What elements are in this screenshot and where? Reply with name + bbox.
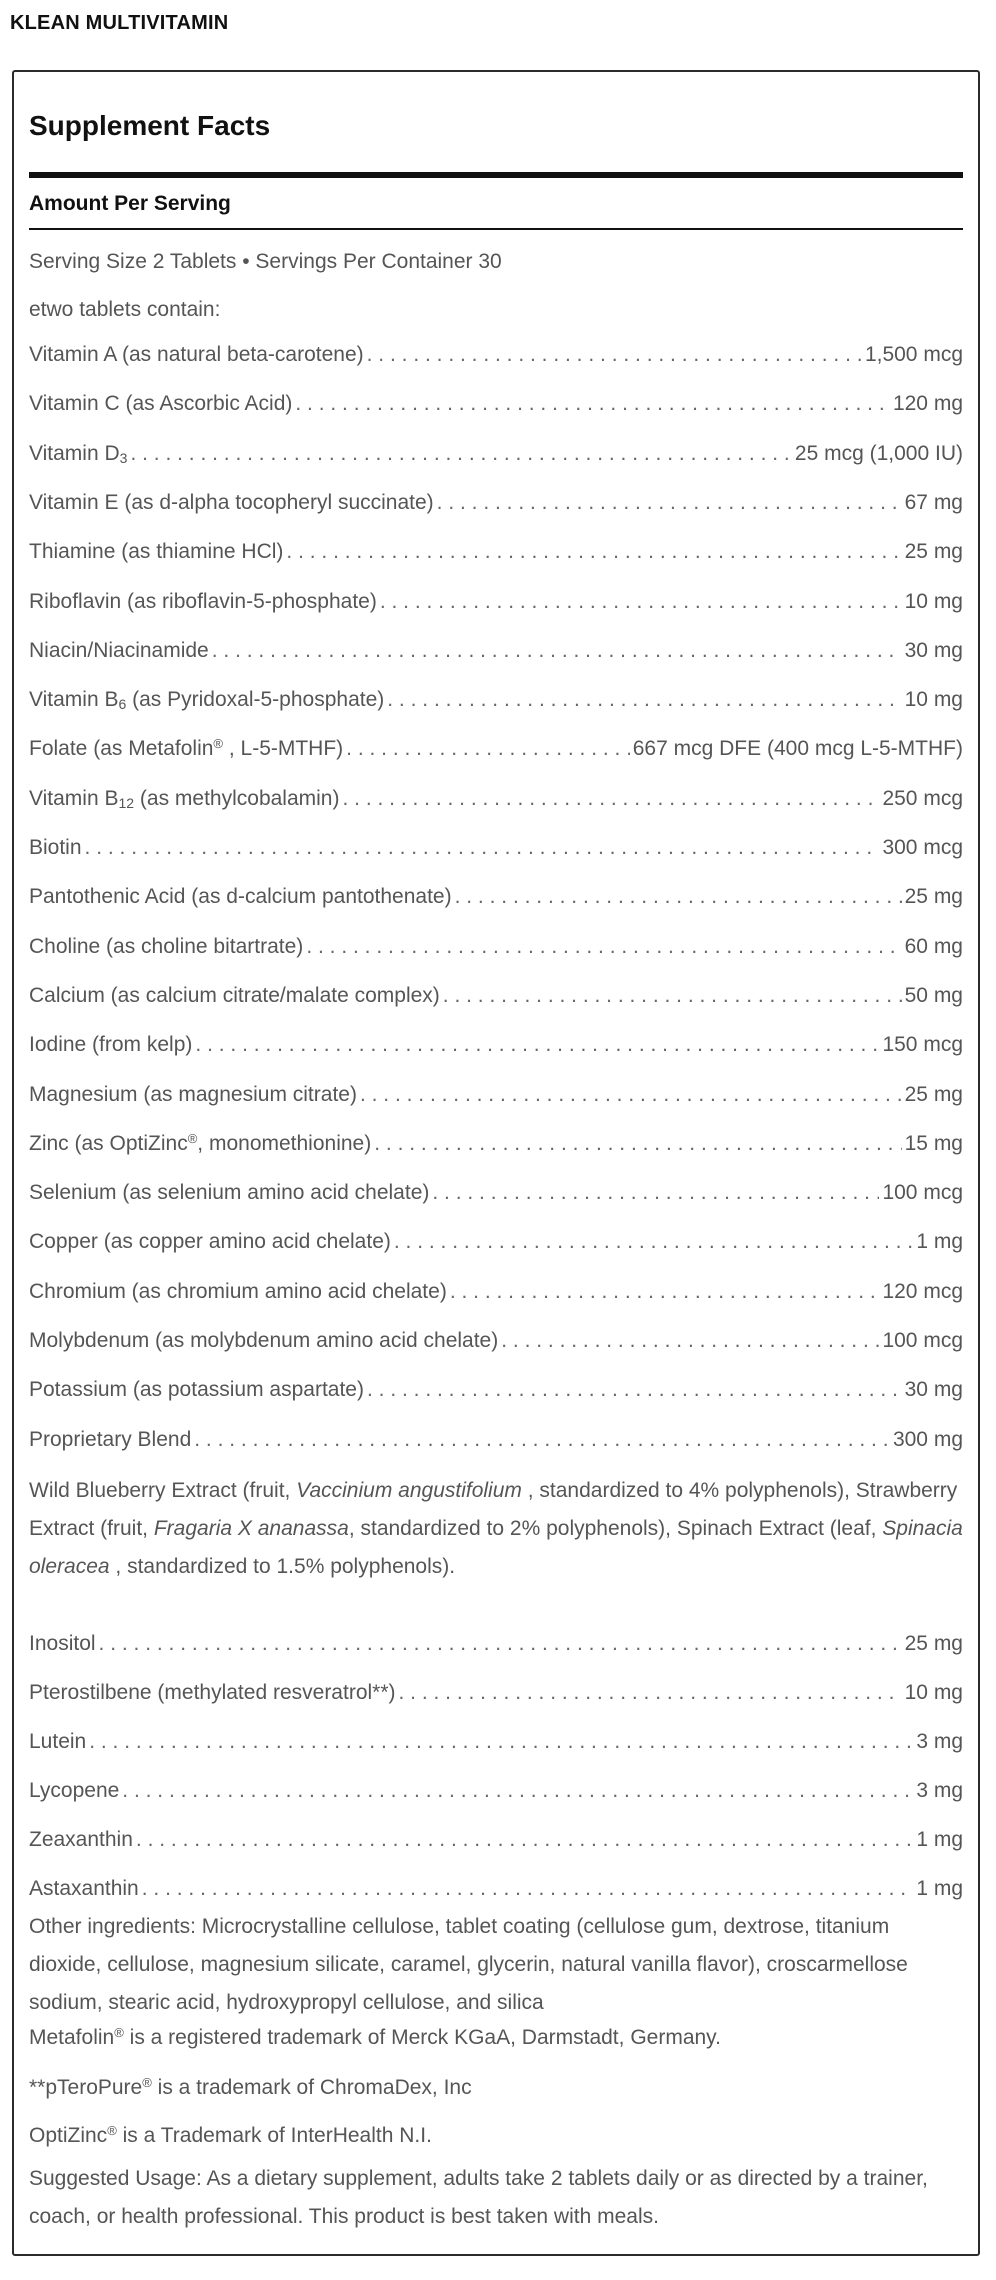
facts-title: Supplement Facts (29, 110, 271, 141)
nutrient-row (29, 1230, 963, 1260)
nutrient-subscript: 6 (118, 696, 127, 713)
dot-leader (394, 1230, 913, 1254)
trademark-name: OptiZinc (29, 2124, 108, 2147)
nutrient-row (29, 984, 963, 1014)
nutrient-name-text: Vitamin B (29, 688, 119, 712)
dot-leader (142, 1877, 914, 1901)
registered-mark: ® (142, 2075, 152, 2090)
nutrient-amount: 120 mg (892, 392, 963, 416)
nutrient-name (29, 1877, 139, 1901)
nutrient-amount: 30 mg (904, 638, 963, 662)
nutrient-row (29, 1083, 963, 1113)
nutrient-name-text: Iodine (from kelp) (29, 1033, 193, 1057)
trademark-text: is a registered trademark of Merck KGaA, Darmstadt, Germany. (123, 2026, 721, 2049)
nutrient-amount: 25 mg (904, 885, 963, 909)
blend-latin-name: Spinacia oleracea (29, 1517, 963, 1578)
nutrient-name (29, 737, 343, 761)
nutrient-name (29, 1378, 364, 1402)
dot-leader (89, 1730, 913, 1754)
nutrient-name-text: Zeaxanthin (29, 1828, 133, 1851)
nutrient-name (29, 392, 292, 416)
nutrient-row (29, 1828, 963, 1858)
nutrient-row (29, 787, 963, 817)
nutrient-amount: 25 mg (904, 1082, 963, 1106)
nutrient-name (29, 1681, 396, 1705)
nutrient-subscript: 12 (118, 794, 135, 811)
nutrient-name (29, 836, 82, 860)
dot-leader (194, 1428, 890, 1452)
nutrient-row (29, 1681, 963, 1711)
dot-leader (437, 491, 902, 515)
nutrient-name-text: Vitamin E (as d-alpha tocopheryl succinate) (29, 490, 434, 514)
nutrient-name-text: Choline (as choline bitartrate) (29, 934, 304, 958)
trademark-text: is a Trademark of InterHealth N.I. (116, 2124, 432, 2147)
nutrient-amount: 67 mg (904, 490, 963, 514)
nutrient-name (29, 787, 339, 811)
blend-latin-name: Fragaria X ananassa (153, 1517, 349, 1540)
dot-leader (443, 984, 902, 1008)
nutrient-amount: 25 mcg (1,000 IU) (794, 441, 963, 465)
contain-line: etwo tablets contain: (29, 298, 221, 321)
nutrient-row (29, 1779, 963, 1809)
dot-leader (122, 1779, 913, 1803)
blend-description (29, 1472, 963, 1586)
nutrient-name-text: Vitamin B (29, 786, 119, 810)
nutrient-amount: 150 mcg (882, 1033, 963, 1057)
nutrient-name (29, 688, 384, 712)
dot-leader (136, 1828, 913, 1852)
nutrient-row (29, 836, 963, 866)
nutrient-amount: 15 mg (904, 1131, 963, 1155)
blend-text: , standardized to 1.5% polyphenols). (109, 1555, 456, 1578)
suggested-usage: Suggested Usage: As a dietary supplement, adults take 2 tablets daily or as directed by a trainer, coach, or health professional. This product is best taken with meals. (29, 2167, 928, 2228)
nutrient-name-text: Vitamin A (as natural beta-carotene) (29, 343, 364, 366)
product-title: KLEAN MULTIVITAMIN (10, 12, 229, 34)
dot-leader (374, 1132, 901, 1156)
nutrient-name-text: Niacin/Niacinamide (29, 638, 209, 662)
dot-leader (360, 1083, 902, 1107)
nutrient-amount: 10 mg (904, 589, 963, 613)
nutrient-name-text: Riboflavin (as riboflavin-5-phosphate) (29, 589, 377, 613)
dot-leader (295, 392, 890, 416)
nutrient-name (29, 491, 434, 515)
nutrient-name (29, 1828, 133, 1852)
supplement-facts-panel (12, 70, 980, 2256)
amount-per-serving-header: Amount Per Serving (29, 192, 231, 215)
nutrient-row (29, 885, 963, 915)
nutrient-name (29, 1779, 119, 1803)
nutrient-name (29, 540, 283, 564)
registered-mark: ® (114, 2025, 124, 2040)
nutrient-row (29, 392, 963, 422)
dot-leader (306, 935, 901, 959)
thick-divider (29, 172, 963, 178)
nutrient-row (29, 442, 963, 472)
nutrient-row (29, 935, 963, 965)
dot-leader (455, 885, 902, 909)
thin-divider (29, 228, 963, 230)
nutrient-name-text: Selenium (as selenium amino acid chelate) (29, 1181, 430, 1205)
trademark-note (29, 2076, 472, 2100)
registered-mark: ® (213, 736, 224, 752)
nutrient-row (29, 1378, 963, 1408)
nutrient-amount: 25 mg (904, 1632, 963, 1655)
nutrient-name-text: Folate (as Metafolin (29, 737, 214, 761)
nutrient-row (29, 1632, 963, 1662)
nutrient-row (29, 1877, 963, 1907)
nutrient-name-text: Vitamin C (as Ascorbic Acid) (29, 392, 293, 416)
nutrient-name-text: Inositol (29, 1632, 96, 1655)
trademark-name: Metafolin (29, 2026, 115, 2049)
nutrient-row (29, 491, 963, 521)
dot-leader (195, 1033, 879, 1057)
nutrient-name-text: Copper (as copper amino acid chelate) (29, 1230, 391, 1254)
nutrient-name-text: Lutein (29, 1730, 87, 1753)
nutrient-row (29, 343, 963, 373)
nutrient-name (29, 1033, 192, 1057)
nutrient-row (29, 540, 963, 570)
nutrient-amount: 30 mg (904, 1378, 963, 1402)
nutrient-amount: 1,500 mcg (864, 343, 963, 366)
nutrient-amount: 100 mcg (882, 1181, 963, 1205)
nutrient-subscript: 3 (119, 449, 128, 466)
dot-leader (99, 1632, 902, 1656)
nutrient-amount: 667 mcg DFE (400 mcg L-5-MTHF) (632, 737, 963, 761)
nutrient-name (29, 1230, 391, 1254)
nutrient-row (29, 1033, 963, 1063)
nutrient-name (29, 639, 209, 663)
nutrient-amount: 60 mg (904, 934, 963, 958)
nutrient-amount: 100 mcg (882, 1329, 963, 1352)
nutrient-name-text: (as methylcobalamin) (134, 786, 340, 810)
dot-leader (212, 639, 902, 663)
dot-leader (501, 1329, 879, 1353)
nutrient-name (29, 1280, 447, 1304)
nutrient-name (29, 1181, 429, 1205)
nutrient-name-text: (as Pyridoxal-5-phosphate) (126, 688, 385, 712)
nutrient-amount: 25 mg (904, 540, 963, 564)
blend-text: , standardized to 2% polyphenols), Spinach Extract (leaf, (348, 1517, 883, 1540)
nutrient-row (29, 1181, 963, 1211)
nutrient-amount: 10 mg (904, 1681, 963, 1704)
registered-mark: ® (187, 1130, 198, 1146)
nutrient-row (29, 639, 963, 669)
dot-leader (130, 442, 791, 466)
nutrient-name (29, 442, 127, 466)
nutrient-amount: 250 mcg (882, 786, 963, 810)
nutrient-name (29, 1730, 86, 1754)
dot-leader (286, 540, 901, 564)
nutrient-name-text: Chromium (as chromium amino acid chelate) (29, 1279, 447, 1303)
nutrient-name (29, 1132, 371, 1156)
nutrient-amount: 300 mcg (882, 836, 963, 859)
nutrient-row (29, 1730, 963, 1760)
blend-text: Wild Blueberry Extract (fruit, (29, 1479, 297, 1502)
nutrient-name-text: Molybdenum (as molybdenum amino acid chelate) (29, 1329, 499, 1352)
dot-leader (342, 787, 879, 811)
trademark-text: is a trademark of ChromaDex, Inc (151, 2076, 472, 2099)
nutrient-name-text: Pterostilbene (methylated resveratrol**) (29, 1681, 396, 1704)
dot-leader (432, 1181, 879, 1205)
serving-size-line: Serving Size 2 Tablets • Servings Per Container 30 (29, 250, 502, 273)
dot-leader (399, 1681, 902, 1705)
nutrient-amount: 50 mg (904, 983, 963, 1007)
nutrient-name-text: Potassium (as potassium aspartate) (29, 1378, 364, 1402)
nutrient-name (29, 984, 440, 1008)
nutrient-amount: 3 mg (916, 1730, 963, 1753)
nutrient-amount: 10 mg (904, 688, 963, 712)
dot-leader (380, 590, 902, 614)
dot-leader (450, 1280, 880, 1304)
nutrient-amount: 1 mg (916, 1877, 963, 1900)
nutrient-name (29, 1329, 498, 1353)
other-ingredients: Other ingredients: Microcrystalline cellulose, tablet coating (cellulose gum, dextrose, titanium dioxide, cellulose, magnesium silicate, caramel, glycerin, natural vanilla flavor), croscarmellose sodium, stearic acid, hydroxypropyl cellulose, and silica (29, 1915, 908, 2014)
nutrient-name-text: Magnesium (as magnesium citrate) (29, 1082, 357, 1106)
nutrient-name-text: Astaxanthin (29, 1877, 139, 1900)
nutrient-name-text: Biotin (29, 836, 82, 859)
trademark-note (29, 2124, 432, 2148)
nutrient-name-text: Calcium (as calcium citrate/malate complex) (29, 983, 440, 1007)
trademark-name: **pTeroPure (29, 2076, 143, 2099)
nutrient-name-text: Vitamin D (29, 441, 120, 465)
nutrient-row (29, 1329, 963, 1359)
dot-leader (85, 836, 880, 860)
nutrient-amount: 1 mg (916, 1230, 963, 1254)
nutrient-amount: 300 mg (892, 1427, 963, 1451)
nutrient-name-text: Zinc (as OptiZinc (29, 1131, 188, 1155)
nutrient-amount: 3 mg (916, 1779, 963, 1802)
nutrient-name (29, 1083, 357, 1107)
nutrient-name-text: Thiamine (as thiamine HCl) (29, 540, 284, 564)
nutrient-amount: 1 mg (916, 1828, 963, 1851)
nutrient-row (29, 590, 963, 620)
dot-leader (346, 737, 630, 761)
nutrient-row (29, 1428, 963, 1458)
nutrient-name (29, 1632, 96, 1656)
nutrient-row (29, 688, 963, 718)
nutrient-name-text: , L-5-MTHF) (223, 737, 344, 761)
dot-leader (367, 343, 862, 367)
nutrient-name (29, 935, 303, 959)
nutrient-row (29, 737, 963, 767)
nutrient-name-text: Proprietary Blend (29, 1427, 192, 1451)
dot-leader (387, 688, 901, 712)
nutrient-name-text: , monomethionine) (197, 1131, 372, 1155)
nutrient-name (29, 343, 364, 367)
nutrient-name (29, 1428, 191, 1452)
trademark-note (29, 2026, 721, 2050)
nutrient-name (29, 885, 452, 909)
registered-mark: ® (107, 2123, 117, 2138)
blend-latin-name: Vaccinium angustifolium (296, 1479, 522, 1502)
nutrient-name-text: Lycopene (29, 1779, 120, 1802)
blend-text: , standardized to 4% polyphenols), Strawberry Extract (fruit, (29, 1479, 958, 1540)
nutrient-name-text: Pantothenic Acid (as d-calcium pantothenate) (29, 885, 452, 909)
nutrient-row (29, 1280, 963, 1310)
nutrient-amount: 120 mcg (882, 1279, 963, 1303)
nutrient-name (29, 590, 377, 614)
dot-leader (367, 1378, 902, 1402)
nutrient-row (29, 1132, 963, 1162)
